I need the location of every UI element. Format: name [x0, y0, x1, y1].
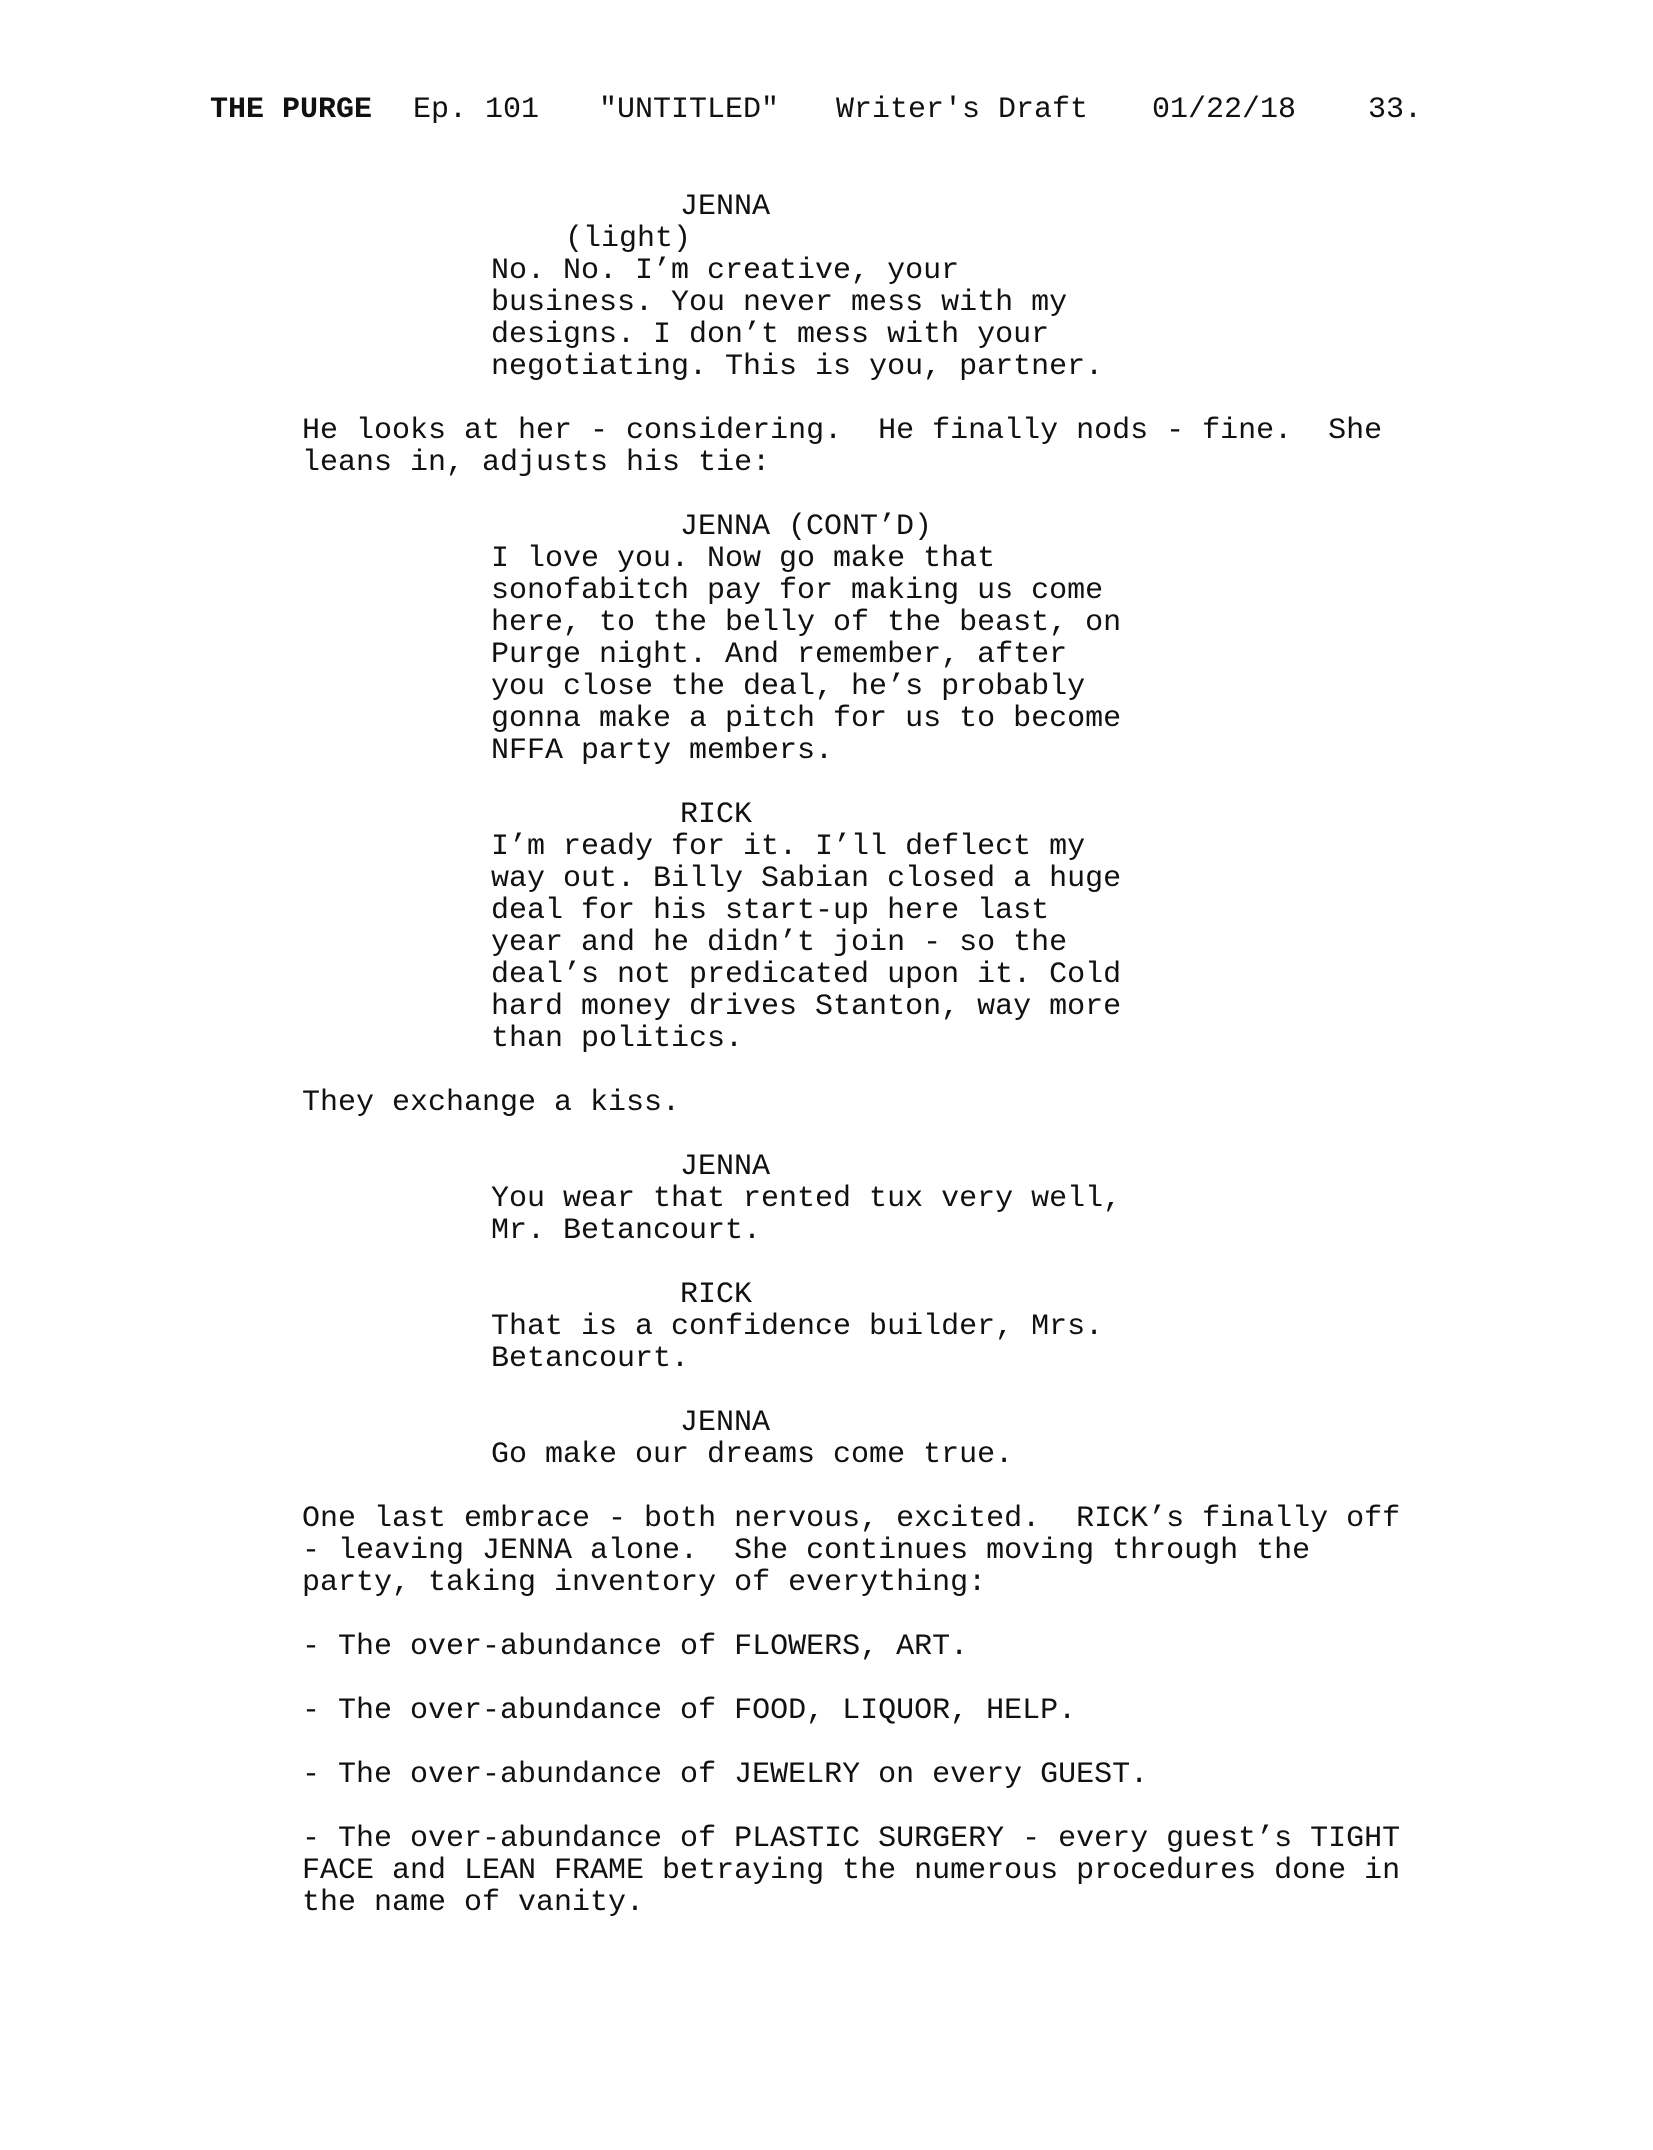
character-name: JENNA [680, 1406, 771, 1440]
dialogue-line: Purge night. And remember, after [491, 638, 1068, 672]
dialogue-block [0, 1407, 1653, 1471]
header-date: 01/22/18 [1152, 93, 1297, 127]
dialogue-line: sonofabitch pay for making us come [491, 574, 1104, 608]
header-episode: Ep. 101 [413, 93, 540, 127]
action-block [0, 1823, 1653, 1919]
action-line: - The over-abundance of FLOWERS, ART. [302, 1630, 969, 1664]
header-episode-title: "UNTITLED" [599, 93, 780, 127]
character-name: JENNA [680, 190, 771, 224]
action-block [0, 415, 1653, 479]
dialogue-line: No. No. I’m creative, your [491, 254, 960, 288]
dialogue-line: you close the deal, he’s probably [491, 670, 1086, 704]
action-line: - The over-abundance of JEWELRY on every GUEST. [302, 1758, 1149, 1792]
dialogue-line: here, to the belly of the beast, on [491, 606, 1122, 640]
character-name: JENNA (CONT’D) [680, 510, 933, 544]
action-line: leans in, adjusts his tie: [302, 446, 771, 480]
dialogue-line: Mr. Betancourt. [491, 1214, 762, 1248]
dialogue-line: Go make our dreams come true. [491, 1438, 1014, 1472]
action-block [0, 1503, 1653, 1599]
dialogue-block [0, 1279, 1653, 1375]
dialogue-line: I love you. Now go make that [491, 542, 996, 576]
dialogue-line: gonna make a pitch for us to become [491, 702, 1122, 736]
header-page-number: 33. [1368, 93, 1423, 127]
dialogue-line: That is a confidence builder, Mrs. [491, 1310, 1104, 1344]
action-block [0, 1087, 1653, 1119]
dialogue-block [0, 799, 1653, 1055]
dialogue-block [0, 191, 1653, 383]
header-draft: Writer's Draft [836, 93, 1089, 127]
action-line: - The over-abundance of PLASTIC SURGERY - every guest’s TIGHT [302, 1822, 1401, 1856]
action-block [0, 1631, 1653, 1663]
dialogue-line: than politics. [491, 1022, 744, 1056]
action-line: One last embrace - both nervous, excited. RICK’s finally off [302, 1502, 1401, 1536]
dialogue-line: way out. Billy Sabian closed a huge [491, 862, 1122, 896]
action-block [0, 1759, 1653, 1791]
character-name: JENNA [680, 1150, 771, 1184]
character-name: RICK [680, 1278, 753, 1312]
dialogue-line: I’m ready for it. I’ll deflect my [491, 830, 1086, 864]
dialogue-line: designs. I don’t mess with your [491, 318, 1050, 352]
parenthetical: (light) [565, 222, 692, 256]
action-line: They exchange a kiss. [302, 1086, 681, 1120]
dialogue-line: year and he didn’t join - so the [491, 926, 1068, 960]
dialogue-block [0, 511, 1653, 767]
action-block [0, 1695, 1653, 1727]
dialogue-line: deal’s not predicated upon it. Cold [491, 958, 1122, 992]
action-line: - leaving JENNA alone. She continues moving through the [302, 1534, 1311, 1568]
dialogue-line: You wear that rented tux very well, [491, 1182, 1122, 1216]
dialogue-line: Betancourt. [491, 1342, 690, 1376]
page-header [210, 94, 1450, 126]
action-line: the name of vanity. [302, 1886, 645, 1920]
action-line: He looks at her - considering. He finally nods - fine. She [302, 414, 1383, 448]
script-body [0, 191, 1653, 1919]
dialogue-line: business. You never mess with my [491, 286, 1068, 320]
dialogue-line: hard money drives Stanton, way more [491, 990, 1122, 1024]
dialogue-line: negotiating. This is you, partner. [491, 350, 1104, 384]
dialogue-block [0, 1151, 1653, 1247]
dialogue-line: NFFA party members. [491, 734, 834, 768]
character-name: RICK [680, 798, 753, 832]
action-line: FACE and LEAN FRAME betraying the numerous procedures done in [302, 1854, 1401, 1888]
action-line: party, taking inventory of everything: [302, 1566, 987, 1600]
action-line: - The over-abundance of FOOD, LIQUOR, HELP. [302, 1694, 1077, 1728]
header-show-title: THE PURGE [210, 93, 373, 127]
dialogue-line: deal for his start-up here last [491, 894, 1050, 928]
